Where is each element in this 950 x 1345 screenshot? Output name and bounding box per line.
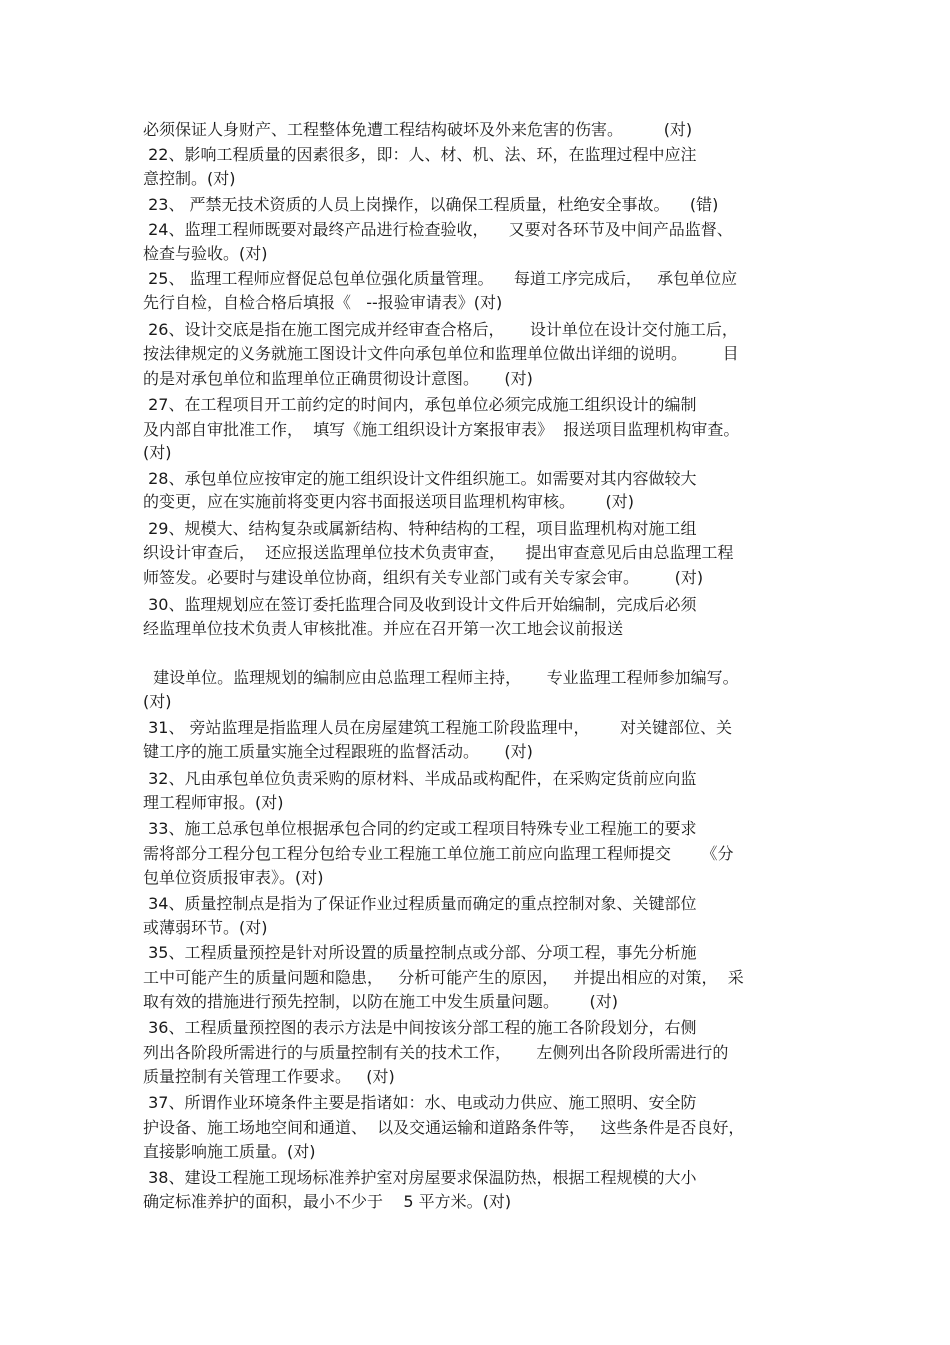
text-line: 28、承包单位应按审定的施工组织设计文件组织施工。如需要对其内容做较大: [143, 469, 697, 488]
text-line: (对): [143, 692, 172, 711]
text-line: 键工序的施工质量实施全过程跟班的监督活动。 (对): [143, 742, 533, 761]
text-line: 的变更，应在实施前将变更内容书面报送项目监理机构审核。 (对): [143, 492, 635, 511]
text-line: 或薄弱环节。(对): [143, 918, 268, 937]
text-line: 质量控制有关管理工作要求。 (对): [143, 1067, 395, 1086]
text-line: 需将部分工程分包工程分包给专业工程施工单位施工前应向监理工程师提交 《分: [143, 844, 734, 863]
text-line: 师签发。必要时与建设单位协商，组织有关专业部门或有关专家会审。 (对): [143, 568, 704, 587]
text-line: 及内部自审批准工作， 填写《施工组织设计方案报审表》 报送项目监理机构审查。: [143, 420, 740, 439]
text-line: 35、工程质量预控是针对所设置的质量控制点或分部、分项工程，事先分析施: [143, 943, 697, 962]
text-line: 26、设计交底是指在施工图完成并经审查合格后， 设计单位在设计交付施工后，: [143, 320, 738, 339]
text-line: 先行自检，自检合格后填报《 --报验审请表》(对): [143, 293, 503, 312]
text-line: 列出各阶段所需进行的与质量控制有关的技术工作， 左侧列出各阶段所需进行的: [143, 1043, 729, 1062]
text-line: 经监理单位技术负责人审核批准。并应在召开第一次工地会议前报送: [143, 619, 624, 638]
text-line: 意控制。(对): [143, 169, 236, 188]
text-line: 29、规模大、结构复杂或属新结构、特种结构的工程，项目监理机构对施工组: [143, 519, 697, 538]
text-line: 理工程师审报。(对): [143, 793, 284, 812]
text-line: 30、监理规划应在签订委托监理合同及收到设计文件后开始编制，完成后必须: [143, 595, 697, 614]
text-line: 的是对承包单位和监理单位正确贯彻设计意图。 (对): [143, 369, 533, 388]
text-line: 必须保证人身财产、工程整体免遭工程结构破坏及外来危害的伤害。 (对): [143, 120, 693, 139]
text-line: 38、建设工程施工现场标准养护室对房屋要求保温防热，根据工程规模的大小: [143, 1168, 697, 1187]
text-line: 包单位资质报审表》。(对): [143, 868, 324, 887]
text-line: 工中可能产生的质量问题和隐患， 分析可能产生的原因， 并提出相应的对策， 采: [143, 968, 744, 987]
text-line: 取有效的措施进行预先控制，以防在施工中发生质量问题。 (对): [143, 992, 619, 1011]
text-line: 33、施工总承包单位根据承包合同的约定或工程项目特殊专业工程施工的要求: [143, 819, 697, 838]
text-line: 36、工程质量预控图的表示方法是中间按该分部工程的施工各阶段划分，右侧: [143, 1018, 697, 1037]
text-line: 25、 监理工程师应督促总包单位强化质量管理。 每道工序完成后， 承包单位应: [143, 269, 738, 288]
text-line: 建设单位。监理规划的编制应由总监理工程师主持， 专业监理工程师参加编写。: [143, 668, 739, 687]
text-line: 34、质量控制点是指为了保证作业过程质量而确定的重点控制对象、关键部位: [143, 894, 697, 913]
text-line: 检查与验收。(对): [143, 244, 268, 263]
text-line: 按法律规定的义务就施工图设计文件向承包单位和监理单位做出详细的说明。 目: [143, 344, 739, 363]
text-line: 24、监理工程师既要对最终产品进行检查验收， 又要对各环节及中间产品监督、: [143, 220, 733, 239]
text-line: 37、所谓作业环境条件主要是指诸如：水、电或动力供应、施工照明、安全防: [143, 1093, 697, 1112]
text-line: 22、影响工程质量的因素很多，即：人、材、机、法、环，在监理过程中应注: [143, 145, 697, 164]
text-line: 27、在工程项目开工前约定的时间内，承包单位必须完成施工组织设计的编制: [143, 395, 697, 414]
text-line: 23、 严禁无技术资质的人员上岗操作，以确保工程质量，杜绝安全事故。 (错): [143, 195, 719, 214]
text-line: 确定标准养护的面积，最小不少于 5 平方米。(对): [143, 1192, 512, 1211]
text-line: 直接影响施工质量。(对): [143, 1142, 316, 1161]
text-line: 织设计审查后， 还应报送监理单位技术负责审查， 提出审查意见后由总监理工程: [143, 543, 734, 562]
text-line: 32、凡由承包单位负责采购的原材料、半成品或构配件，在采购定货前应向监: [143, 769, 697, 788]
text-line: 护设备、施工场地空间和通道、 以及交通运输和道路条件等， 这些条件是否良好，: [143, 1118, 745, 1137]
text-line: 31、 旁站监理是指监理人员在房屋建筑工程施工阶段监理中， 对关键部位、关: [143, 718, 733, 737]
text-line: (对): [143, 443, 172, 462]
